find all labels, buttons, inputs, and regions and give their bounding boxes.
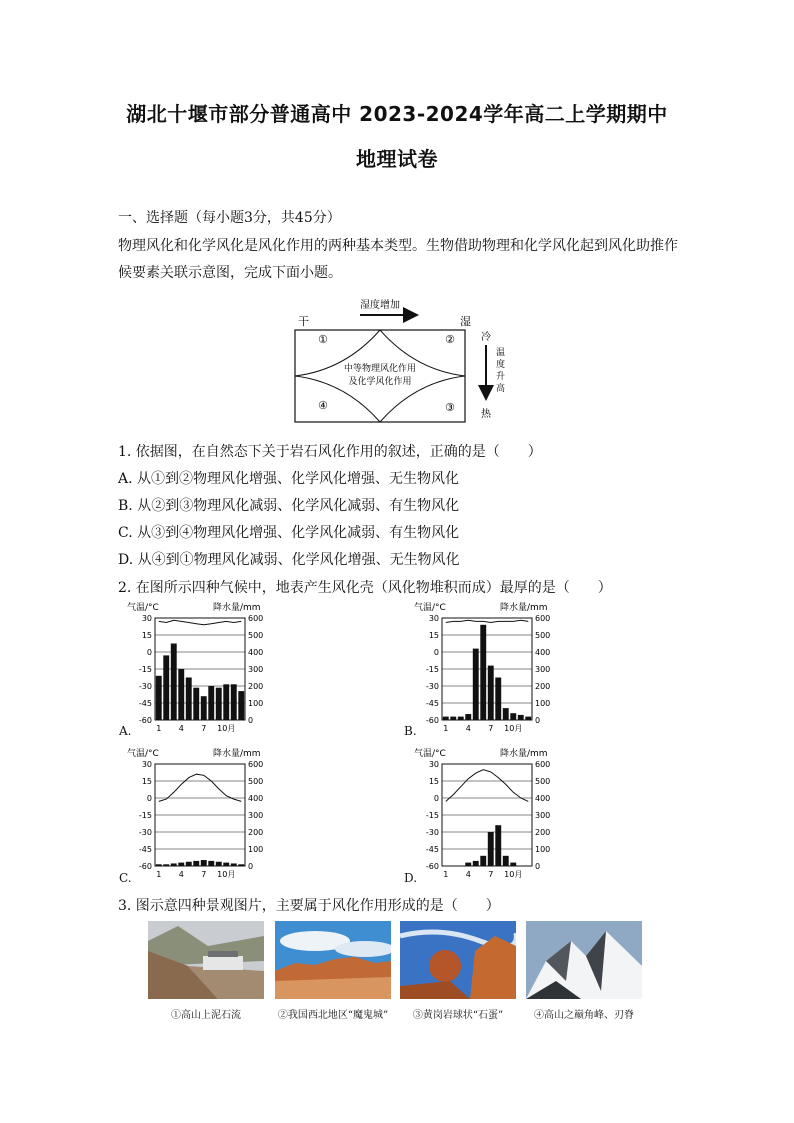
x-tick-label: 10月 xyxy=(217,870,236,879)
temperature-line xyxy=(446,770,529,802)
precip-tick-label: 600 xyxy=(535,614,551,623)
climate-chart-a xyxy=(125,598,285,738)
precip-bar xyxy=(503,856,509,866)
precip-tick-label: 500 xyxy=(535,631,551,640)
precip-bar xyxy=(238,864,244,866)
precip-bar xyxy=(495,825,501,866)
corner-3: ③ xyxy=(445,401,455,414)
cold-label: 冷 xyxy=(481,332,491,343)
precip-tick-label: 500 xyxy=(248,631,264,640)
precip-tick-label: 200 xyxy=(535,682,551,691)
temp-tick-label: -30 xyxy=(138,682,152,691)
temp-rise-char-1: 温 xyxy=(496,348,506,358)
precip-bar xyxy=(480,856,486,866)
dry-label: 干 xyxy=(298,315,309,328)
ylabel-temp: 气温/°C xyxy=(127,749,159,759)
precip-bar xyxy=(465,714,471,720)
temp-tick-label: 15 xyxy=(428,631,439,640)
ylabel-precip: 降水量/mm xyxy=(213,749,261,759)
photo-horn-peak xyxy=(526,921,642,999)
precip-bar xyxy=(193,861,199,866)
q1-stem: 1. 依据图，在自然态下关于岩石风化作用的叙述，正确的是（ ） xyxy=(118,444,542,460)
temp-rise-char-3: 升 xyxy=(496,372,506,382)
precip-bar xyxy=(156,676,162,720)
temp-tick-label: -60 xyxy=(425,862,439,871)
caption-4: ④高山之巅角峰、刃脊 xyxy=(534,1010,634,1021)
precip-bar xyxy=(465,863,471,866)
temp-tick-label: -45 xyxy=(138,845,152,854)
temperature-line xyxy=(159,774,242,801)
precip-tick-label: 300 xyxy=(535,665,551,674)
x-tick-label: 10月 xyxy=(504,724,523,733)
precip-tick-label: 200 xyxy=(248,828,264,837)
caption-2: ②我国西北地区“魔鬼城” xyxy=(277,1010,389,1021)
photo-devil-city xyxy=(275,921,391,999)
q1-option-c: C. 从③到④物理风化增强、化学风化减弱、有生物风化 xyxy=(118,525,460,541)
corner-4: ④ xyxy=(318,399,328,412)
wet-label: 湿 xyxy=(460,315,471,328)
precip-tick-label: 600 xyxy=(248,760,264,769)
precip-bar xyxy=(223,863,229,866)
temp-tick-label: -60 xyxy=(138,862,152,871)
precip-bar xyxy=(171,644,177,721)
precip-bar xyxy=(238,691,244,720)
temp-tick-label: 0 xyxy=(433,648,439,657)
x-tick-label: 10月 xyxy=(504,870,523,879)
temp-tick-label: 15 xyxy=(428,777,439,786)
page-subtitle: 地理试卷 xyxy=(356,147,438,171)
precip-tick-label: 500 xyxy=(535,777,551,786)
center-text-line1: 中等物理风化作用 xyxy=(343,364,417,374)
q2-stem: 2. 在图所示四种气候中，地表产生风化壳（风化物堆积而成）最厚的是（ ） xyxy=(118,580,612,596)
x-tick-label: 4 xyxy=(178,870,184,879)
precip-bar xyxy=(186,862,192,866)
precip-tick-label: 0 xyxy=(248,716,254,725)
precip-bar xyxy=(473,861,479,866)
precip-bar xyxy=(156,864,162,866)
temp-tick-label: -60 xyxy=(138,716,152,725)
x-tick-label: 1 xyxy=(156,870,162,879)
precip-tick-label: 400 xyxy=(535,648,551,657)
precip-tick-label: 500 xyxy=(248,777,264,786)
ylabel-precip: 降水量/mm xyxy=(213,603,261,613)
precip-bar xyxy=(518,715,524,720)
photo-granite-egg xyxy=(400,921,516,999)
precip-tick-label: 600 xyxy=(535,760,551,769)
ylabel-temp: 气温/°C xyxy=(127,603,159,613)
section-heading: 一、选择题（每小题3分，共45分） xyxy=(118,210,341,226)
precip-bar xyxy=(178,863,184,866)
temp-tick-label: -30 xyxy=(138,828,152,837)
precip-bar xyxy=(231,863,237,866)
page-title: 湖北十堰市部分普通高中 2023-2024学年高二上学期期中 xyxy=(126,102,668,126)
temp-tick-label: 0 xyxy=(433,794,439,803)
option-label-b: B. xyxy=(404,724,417,738)
x-tick-label: 4 xyxy=(465,724,471,733)
precip-bar xyxy=(171,863,177,866)
ylabel-precip: 降水量/mm xyxy=(500,749,548,759)
precip-bar xyxy=(488,832,494,866)
q1-option-d: D. 从④到①物理风化减弱、化学风化增强、无生物风化 xyxy=(118,552,460,568)
x-tick-label: 7 xyxy=(488,724,494,733)
x-tick-label: 7 xyxy=(201,870,207,879)
precip-bar xyxy=(510,713,516,720)
precip-bar xyxy=(503,708,509,720)
precip-tick-label: 300 xyxy=(535,811,551,820)
precip-tick-label: 100 xyxy=(248,845,264,854)
intro-text-line2: 候要素关联示意图，完成下面小题。 xyxy=(118,265,342,281)
x-tick-label: 4 xyxy=(465,870,471,879)
precip-tick-label: 100 xyxy=(248,699,264,708)
temp-tick-label: 30 xyxy=(141,760,152,769)
humidity-label: 湿度增加 xyxy=(360,300,400,311)
option-label-c: C. xyxy=(119,871,132,885)
temp-tick-label: -45 xyxy=(425,845,439,854)
precip-bar xyxy=(208,686,214,720)
temp-tick-label: -15 xyxy=(138,811,152,820)
x-tick-label: 1 xyxy=(443,724,449,733)
center-text-line2: 及化学风化作用 xyxy=(348,377,412,387)
temp-tick-label: -15 xyxy=(138,665,152,674)
temp-tick-label: 0 xyxy=(146,648,152,657)
precip-tick-label: 200 xyxy=(248,682,264,691)
option-label-d: D. xyxy=(404,871,418,885)
precip-bar xyxy=(488,666,494,720)
precip-bar xyxy=(495,678,501,721)
temp-tick-label: 30 xyxy=(428,614,439,623)
temp-tick-label: 15 xyxy=(141,777,152,786)
q1-option-a: A. 从①到②物理风化增强、化学风化增强、无生物风化 xyxy=(118,471,460,487)
precip-tick-label: 0 xyxy=(535,716,541,725)
precip-tick-label: 300 xyxy=(248,665,264,674)
precip-bar xyxy=(216,862,222,866)
q1-option-b: B. 从②到③物理风化减弱、化学风化减弱、有生物风化 xyxy=(118,498,460,514)
temp-rise-char-2: 度 xyxy=(496,360,506,370)
corner-2: ② xyxy=(445,333,455,346)
precip-bar xyxy=(458,717,464,720)
temp-tick-label: 30 xyxy=(428,760,439,769)
hot-label: 热 xyxy=(481,409,491,420)
precip-bar xyxy=(201,860,207,866)
temp-tick-label: 30 xyxy=(141,614,152,623)
precip-bar xyxy=(201,696,207,720)
precip-tick-label: 100 xyxy=(535,699,551,708)
temperature-line xyxy=(159,620,242,625)
precip-bar xyxy=(231,684,237,720)
precip-tick-label: 200 xyxy=(535,828,551,837)
precip-bar xyxy=(163,864,169,866)
temp-tick-label: -15 xyxy=(425,665,439,674)
precip-bar xyxy=(223,684,229,720)
ylabel-precip: 降水量/mm xyxy=(500,603,548,613)
precip-bar xyxy=(208,861,214,866)
q3-stem: 3. 图示意四种景观图片，主要属于风化作用形成的是（ ） xyxy=(118,898,500,914)
precip-bar xyxy=(178,669,184,720)
ylabel-temp: 气温/°C xyxy=(414,603,446,613)
temperature-line xyxy=(446,620,529,622)
caption-1: ①高山上泥石流 xyxy=(171,1010,241,1021)
climate-chart-c xyxy=(125,744,285,884)
intro-text-line1: 物理风化和化学风化是风化作用的两种基本类型。生物借助物理和化学风化起到风化助推作 xyxy=(118,238,678,254)
option-label-a: A. xyxy=(119,724,132,738)
temp-tick-label: 0 xyxy=(146,794,152,803)
precip-tick-label: 600 xyxy=(248,614,264,623)
corner-1: ① xyxy=(318,333,328,346)
precip-bar xyxy=(450,717,456,720)
temp-tick-label: 15 xyxy=(141,631,152,640)
precip-tick-label: 100 xyxy=(535,845,551,854)
precip-bar xyxy=(186,678,192,721)
photo-debris-flow xyxy=(148,921,264,999)
temp-rise-char-4: 高 xyxy=(496,384,506,394)
x-tick-label: 1 xyxy=(156,724,162,733)
weathering-climate-diagram xyxy=(290,295,520,430)
precip-bar xyxy=(216,688,222,720)
precip-bar xyxy=(510,863,516,866)
precip-bar xyxy=(473,649,479,720)
x-tick-label: 10月 xyxy=(217,724,236,733)
caption-3: ③黄岗岩球状“石蛋” xyxy=(412,1010,504,1021)
temp-tick-label: -45 xyxy=(138,699,152,708)
precip-tick-label: 300 xyxy=(248,811,264,820)
temp-tick-label: -30 xyxy=(425,682,439,691)
temp-tick-label: -60 xyxy=(425,716,439,725)
precip-tick-label: 400 xyxy=(535,794,551,803)
climate-chart-b xyxy=(412,598,572,738)
precip-bar xyxy=(193,688,199,720)
x-tick-label: 1 xyxy=(443,870,449,879)
climate-chart-d xyxy=(412,744,572,884)
ylabel-temp: 气温/°C xyxy=(414,749,446,759)
x-tick-label: 7 xyxy=(201,724,207,733)
x-tick-label: 4 xyxy=(178,724,184,733)
precip-bar xyxy=(443,717,449,720)
precip-tick-label: 400 xyxy=(248,794,264,803)
temp-tick-label: -45 xyxy=(425,699,439,708)
precip-tick-label: 0 xyxy=(535,862,541,871)
temp-tick-label: -15 xyxy=(425,811,439,820)
x-tick-label: 7 xyxy=(488,870,494,879)
precip-bar xyxy=(525,717,531,720)
temp-tick-label: -30 xyxy=(425,828,439,837)
precip-bar xyxy=(163,655,169,720)
precip-tick-label: 400 xyxy=(248,648,264,657)
precip-tick-label: 0 xyxy=(248,862,254,871)
precip-bar xyxy=(480,625,486,720)
